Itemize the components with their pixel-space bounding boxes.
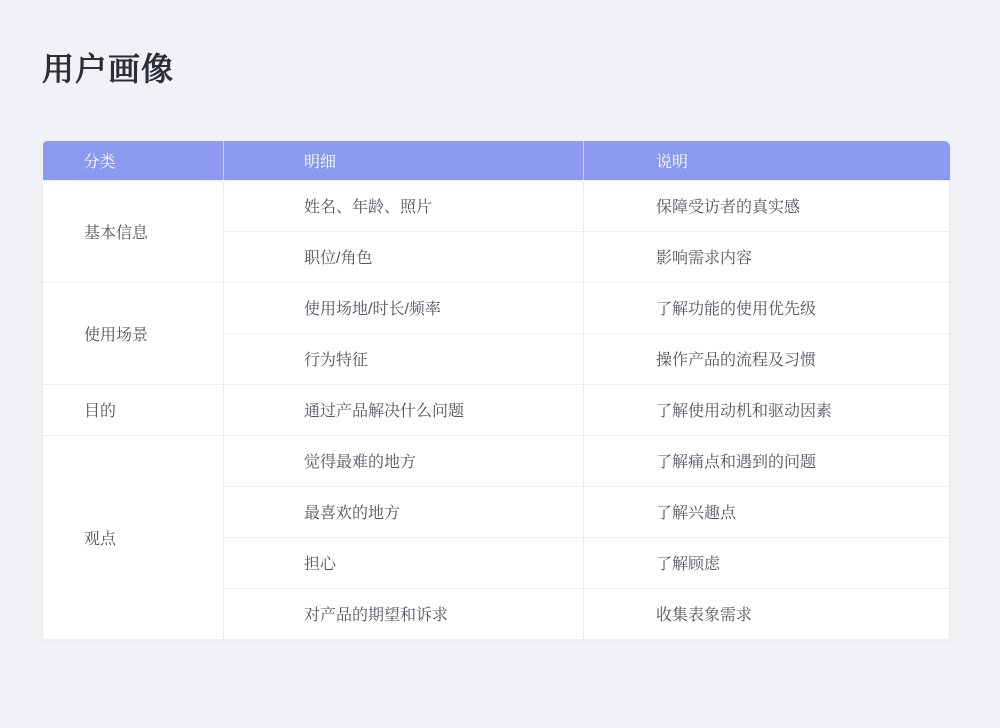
column-header-note: 说明 xyxy=(584,141,950,180)
detail-cell: 姓名、年龄、照片 xyxy=(224,180,584,231)
detail-cell: 使用场地/时长/频率 xyxy=(224,282,584,333)
note-cell: 了解痛点和遇到的问题 xyxy=(584,435,950,486)
detail-cell: 觉得最难的地方 xyxy=(224,435,584,486)
column-header-category: 分类 xyxy=(43,141,224,180)
detail-cell: 职位/角色 xyxy=(224,231,584,282)
category-cell-usage-scenario: 使用场景 xyxy=(43,282,224,384)
category-cell-basic-info: 基本信息 xyxy=(43,180,224,282)
note-cell: 了解兴趣点 xyxy=(584,486,950,537)
note-cell: 保障受访者的真实感 xyxy=(584,180,950,231)
detail-cell: 对产品的期望和诉求 xyxy=(224,588,584,639)
note-cell: 了解顾虑 xyxy=(584,537,950,588)
user-persona-table-container xyxy=(42,141,950,640)
table-row xyxy=(43,384,950,435)
detail-cell: 担心 xyxy=(224,537,584,588)
table-body xyxy=(43,180,950,639)
note-cell: 了解使用动机和驱动因素 xyxy=(584,384,950,435)
detail-cell: 行为特征 xyxy=(224,333,584,384)
note-cell: 操作产品的流程及习惯 xyxy=(584,333,950,384)
detail-cell: 通过产品解决什么问题 xyxy=(224,384,584,435)
table-row xyxy=(43,435,950,486)
category-cell-purpose: 目的 xyxy=(43,384,224,435)
detail-cell: 最喜欢的地方 xyxy=(224,486,584,537)
user-persona-table xyxy=(42,141,950,640)
category-cell-viewpoint: 观点 xyxy=(43,435,224,639)
note-cell: 收集表象需求 xyxy=(584,588,950,639)
header-row xyxy=(43,141,950,180)
column-header-detail: 明细 xyxy=(224,141,584,180)
note-cell: 了解功能的使用优先级 xyxy=(584,282,950,333)
page-title: 用户画像 xyxy=(42,51,175,87)
table-row xyxy=(43,282,950,333)
note-cell: 影响需求内容 xyxy=(584,231,950,282)
table-row xyxy=(43,180,950,231)
table-header xyxy=(43,141,950,180)
